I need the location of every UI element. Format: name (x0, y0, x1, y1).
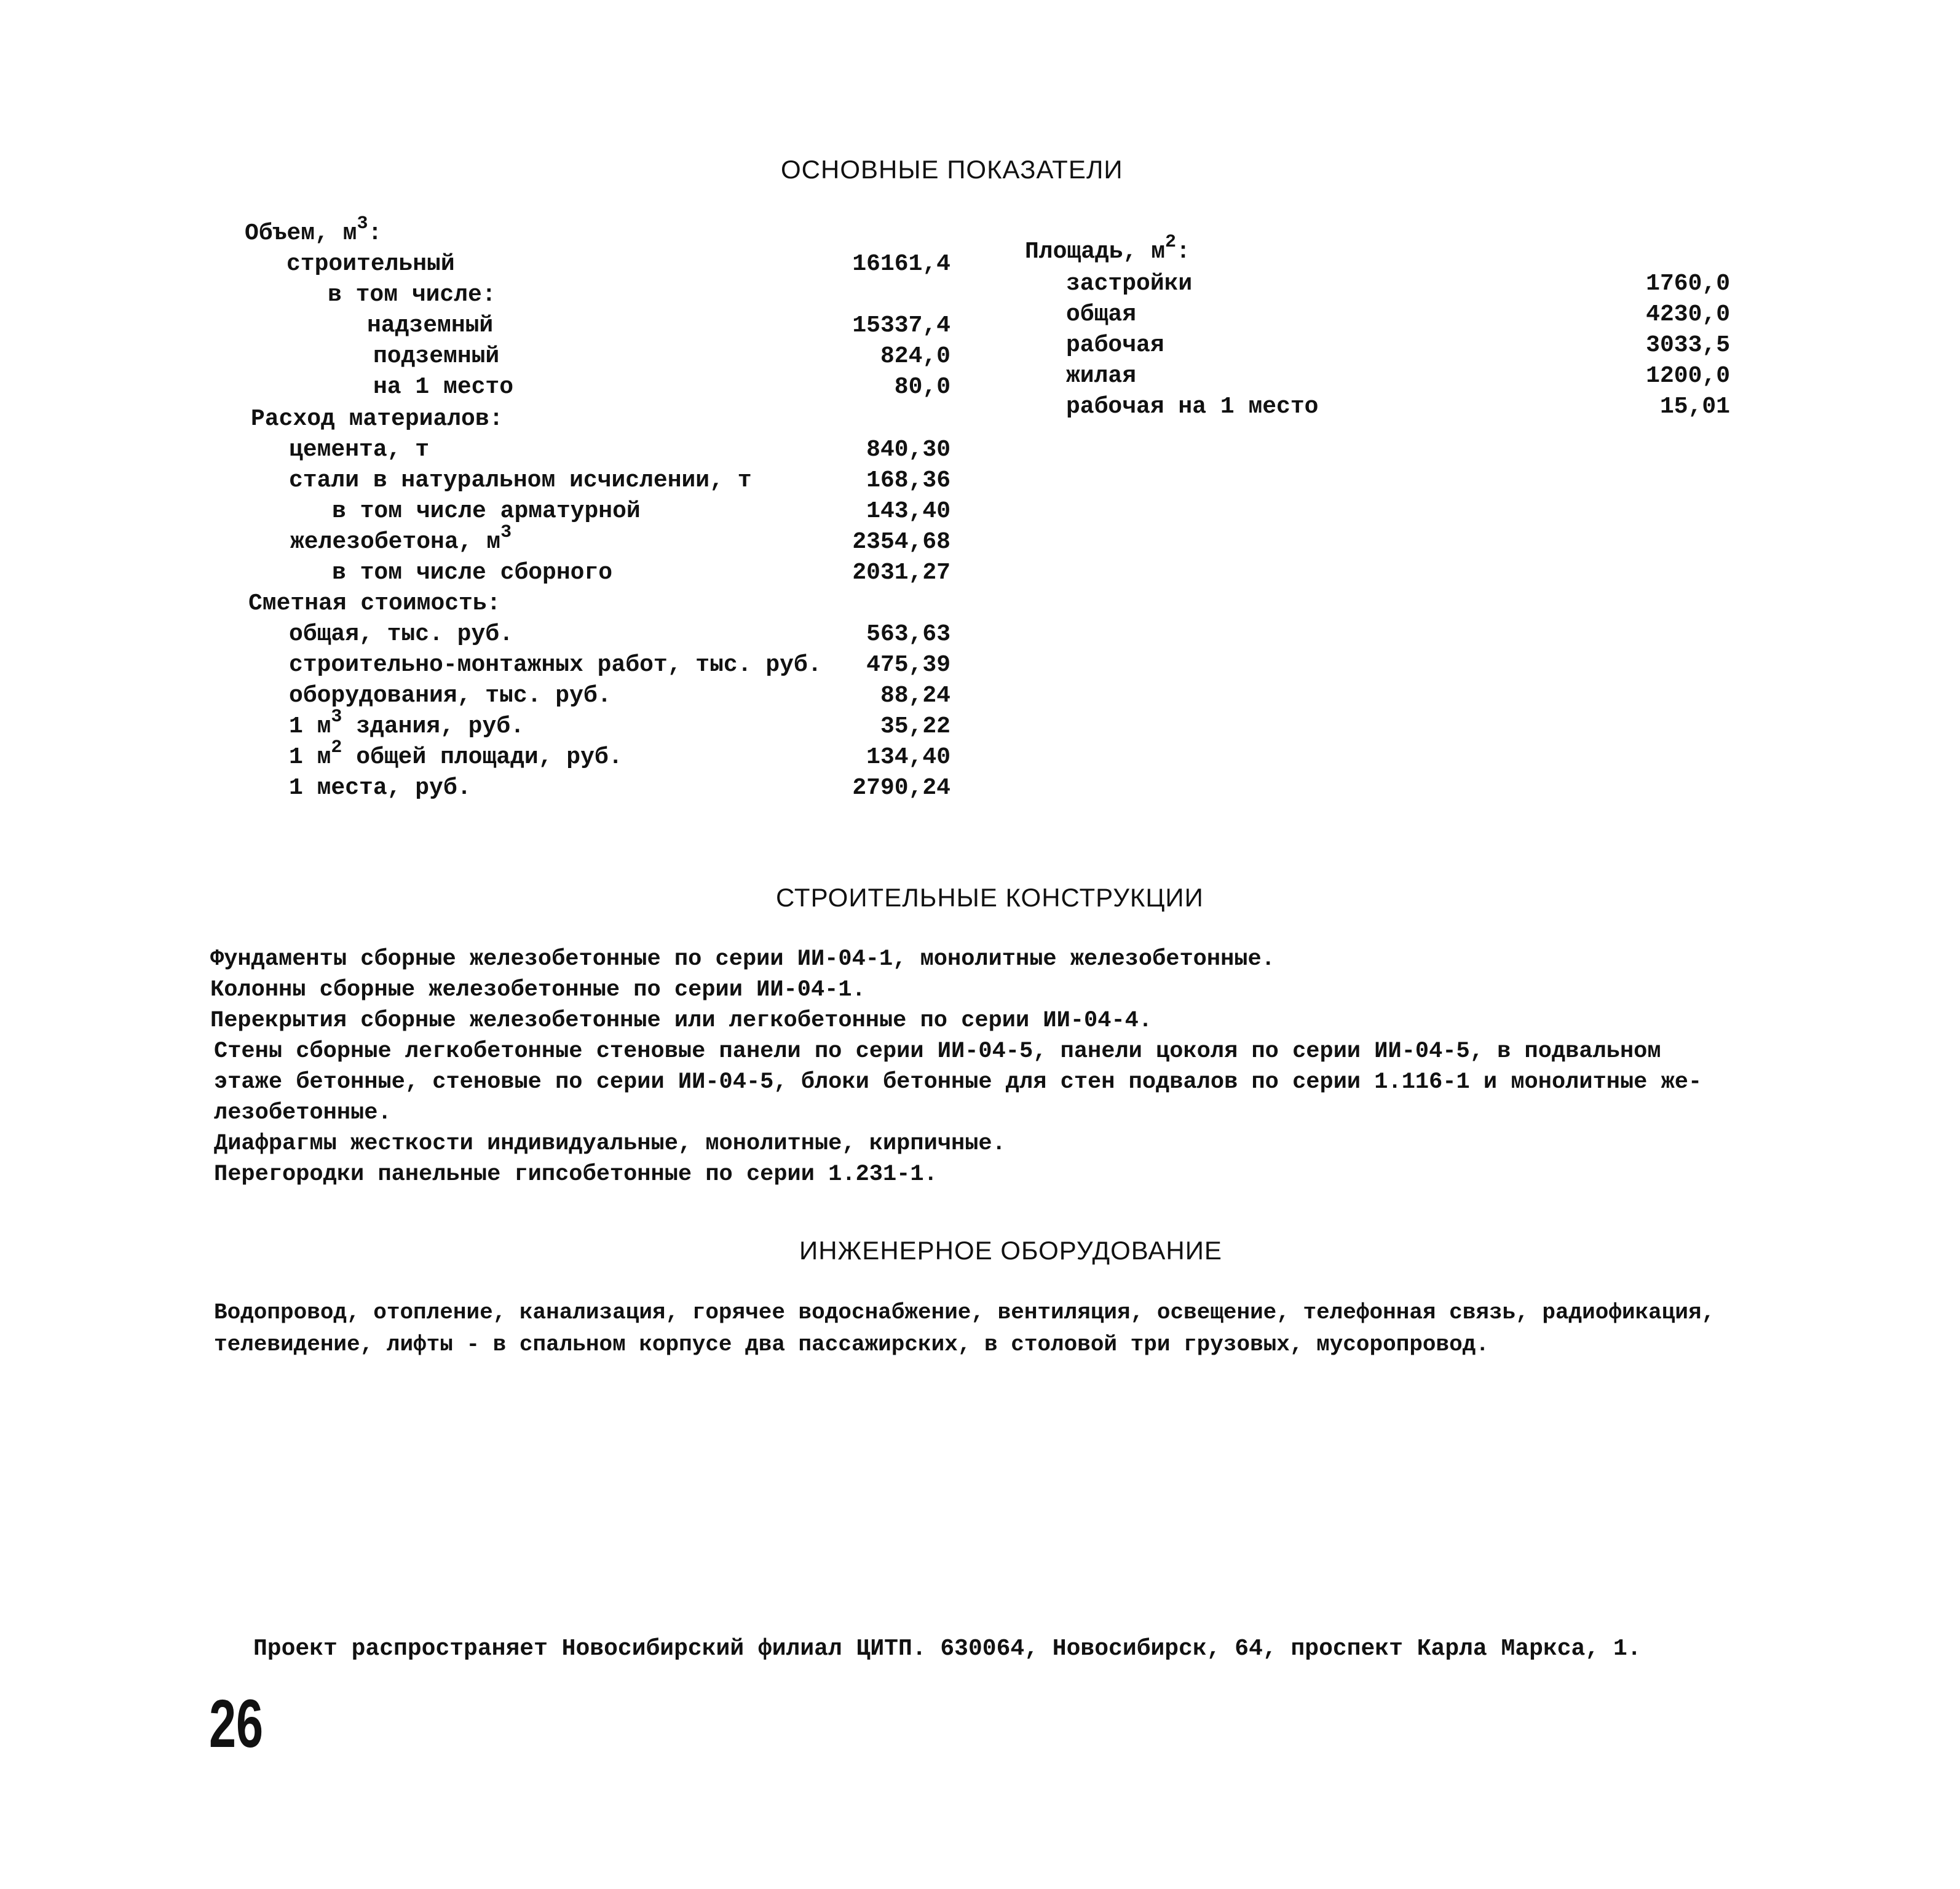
engineering-line-2: телевидение, лифты - в спальном корпусе два пассажирских, в столовой три грузовых, мусоропровод. (214, 1332, 1489, 1357)
structures-line-1: Фундаменты сборные железобетонные по серии ИИ-04-1, монолитные железобетонные. (210, 946, 1275, 972)
cost-per-m2-post: общей площади, руб. (342, 744, 623, 770)
underground-label: подземный (373, 343, 500, 370)
volume-per-place-value: 80,0 (894, 374, 950, 400)
working-area-label: рабочая (1066, 332, 1164, 358)
structures-line-5: этаже бетонные, стеновые по серии ИИ-04-5, блоки бетонные для стен подвалов по серии 1.116-1 и монолитные же- (214, 1069, 1702, 1095)
cost-per-m3-pre: 1 м (289, 713, 331, 740)
cost-per-seat-label: 1 места, руб. (289, 775, 472, 801)
built-area-label: застройки (1066, 271, 1193, 297)
volume-unit-sup: 3 (357, 213, 368, 234)
materials-label: Расход материалов: (251, 406, 504, 432)
cost-per-m2-pre: 1 м (289, 744, 331, 770)
underground-value: 824,0 (880, 343, 950, 370)
above-ground-value: 15337,4 (852, 312, 950, 339)
cost-per-m2-value: 134,40 (866, 744, 950, 770)
cement-value: 840,30 (866, 437, 950, 463)
cost-per-m2-sup: 2 (331, 737, 342, 758)
steel-label: стали в натуральном исчислении, т (289, 467, 752, 494)
area-unit-sup: 2 (1165, 232, 1177, 253)
structures-line-3: Перекрытия сборные железобетонные или легкобетонные по серии ИИ-04-4. (210, 1008, 1153, 1034)
reinforced-concrete-value: 2354,68 (852, 529, 950, 555)
engineering-line-1: Водопровод, отопление, канализация, горячее водоснабжение, вентиляция, освещение, телефонная связь, радиофикация, (214, 1300, 1715, 1325)
structures-line-2: Колонны сборные железобетонные по серии ИИ-04-1. (210, 977, 866, 1003)
structures-line-4: Стены сборные легкобетонные стеновые панели по серии ИИ-04-5, панели цоколя по серии ИИ-04-5, в подвальном (214, 1039, 1661, 1064)
volume-suffix: : (368, 220, 382, 247)
cost-per-m3-sup: 3 (331, 707, 342, 727)
precast-value: 2031,27 (852, 560, 950, 586)
area-label: Площадь, м (1025, 239, 1166, 265)
working-area-value: 3033,5 (1646, 332, 1730, 358)
total-area-value: 4230,0 (1646, 301, 1730, 328)
works-cost-value: 475,39 (866, 652, 950, 678)
total-cost-value: 563,63 (866, 621, 950, 647)
volume-label: Объем, м (245, 220, 357, 247)
publisher-footer: Проект распространяет Новосибирский филиал ЦИТП. 630064, Новосибирск, 64, проспект Карла Маркса, 1. (253, 1636, 1642, 1662)
construction-volume-label: строительный (286, 251, 455, 277)
working-area-per-place-label: рабочая на 1 место (1066, 394, 1319, 420)
total-area-label: общая (1066, 301, 1137, 328)
including-label: в том числе: (328, 282, 496, 308)
area-suffix: : (1176, 239, 1190, 265)
reinforced-concrete-unit-sup: 3 (500, 522, 512, 543)
rebar-value: 143,40 (866, 498, 950, 525)
structures-heading: СТРОИТЕЛЬНЫЕ КОНСТРУКЦИИ (776, 883, 1204, 912)
structures-line-7: Диафрагмы жесткости индивидуальные, монолитные, кирпичные. (214, 1131, 1006, 1157)
cost-per-m3-value: 35,22 (880, 713, 950, 740)
cost-per-seat-value: 2790,24 (852, 775, 950, 801)
living-area-value: 1200,0 (1646, 363, 1730, 389)
cost-per-m3-post: здания, руб. (342, 713, 524, 740)
equipment-cost-value: 88,24 (880, 683, 950, 709)
precast-label: в том числе сборного (332, 560, 613, 586)
reinforced-concrete-label: железобетона, м (290, 529, 501, 555)
rebar-label: в том числе арматурной (332, 498, 641, 525)
cement-label: цемента, т (289, 437, 430, 463)
main-indicators-heading: ОСНОВНЫЕ ПОКАЗАТЕЛИ (781, 155, 1123, 184)
structures-line-8: Перегородки панельные гипсобетонные по серии 1.231-1. (214, 1162, 938, 1187)
built-area-value: 1760,0 (1646, 271, 1730, 297)
working-area-per-place-value: 15,01 (1659, 394, 1730, 420)
page-number: 26 (209, 1686, 264, 1762)
above-ground-label: надземный (367, 312, 494, 339)
engineering-heading: ИНЖЕНЕРНОЕ ОБОРУДОВАНИЕ (799, 1236, 1222, 1265)
cost-label: Сметная стоимость: (248, 590, 501, 617)
structures-line-6: лезобетонные. (214, 1100, 392, 1126)
total-cost-label: общая, тыс. руб. (289, 621, 513, 647)
steel-value: 168,36 (866, 467, 950, 494)
works-cost-label: строительно-монтажных работ, тыс. руб. (289, 652, 822, 678)
construction-volume-value: 16161,4 (852, 251, 950, 277)
volume-per-place-label: на 1 место (373, 374, 514, 400)
equipment-cost-label: оборудования, тыс. руб. (289, 683, 612, 709)
living-area-label: жилая (1066, 363, 1137, 389)
